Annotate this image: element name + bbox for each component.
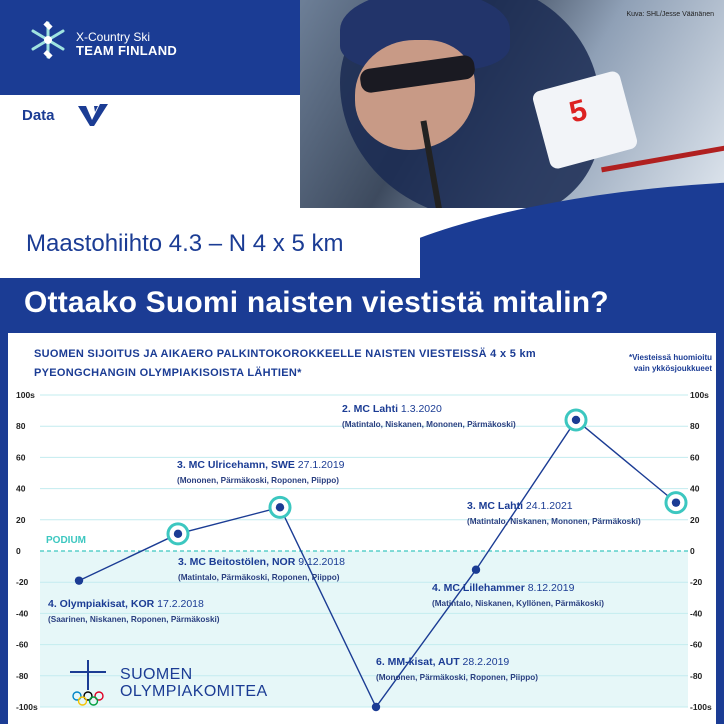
point-label-place: 4. MC Lillehammer	[432, 582, 525, 594]
y-tick-label-right: 60	[690, 452, 700, 463]
point-team-label: (Matintalo, Niskanen, Mononen, Pärmäkoski)	[342, 420, 516, 429]
point-label-place: 2. MC Lahti	[342, 403, 399, 415]
sok-line-1: SUOMEN	[120, 666, 193, 683]
y-tick-label-right: -20	[690, 577, 703, 588]
point-label-place: 3. MC Beitostölen,	[178, 556, 272, 568]
headline: Ottaako Suomi naisten viestistä mitalin?	[24, 286, 609, 319]
point-team-label: (Mononen, Pärmäkoski, Roponen, Piippo)	[177, 476, 339, 485]
point-label	[178, 556, 345, 568]
point-label-date: 24.1.2021	[523, 500, 573, 512]
data-point	[472, 566, 480, 574]
point-label-date: 28.2.2019	[459, 656, 510, 668]
chart-title	[34, 345, 536, 383]
point-label-date: 27.1.2019	[294, 459, 345, 471]
point-team-label: (Saarinen, Niskanen, Roponen, Pärmäkoski)	[48, 615, 220, 624]
point-label-date: 1.3.2020	[398, 403, 442, 415]
point-label	[432, 582, 575, 594]
chart-title-line-2: PYEONGCHANGIN OLYMPIAKISOISTA LÄHTIEN*	[34, 367, 302, 379]
point-label-venue: AUT	[438, 656, 460, 668]
logo-line-2: TEAM FINLAND	[76, 43, 178, 58]
y-tick-label-left: 100s	[16, 390, 35, 400]
point-team-label: (Mononen, Pärmäkoski, Roponen, Piippo)	[376, 673, 538, 682]
point-label-place: 6. MM-kisat,	[376, 656, 439, 668]
y-tick-label-right: -60	[690, 639, 703, 650]
point-label-place: 4. Olympiakisat,	[48, 598, 131, 610]
y-tick-label-left: 80	[16, 421, 26, 432]
y-tick-label-right: 20	[690, 514, 700, 525]
point-label-date: 8.12.2019	[524, 582, 575, 594]
point-label	[342, 403, 442, 415]
point-label-venue: KOR	[130, 598, 155, 610]
point-label-venue: NOR	[271, 556, 296, 568]
data-point	[174, 530, 182, 538]
y-tick-label-right: 40	[690, 483, 700, 494]
olympic-committee-logo-icon	[68, 658, 108, 706]
y-tick-label-left: -40	[16, 608, 29, 619]
point-label	[48, 598, 204, 610]
point-label	[376, 656, 509, 668]
point-label-venue: SWE	[270, 459, 295, 471]
y-tick-label-left: -100s	[16, 702, 38, 712]
point-label	[177, 459, 345, 471]
y-tick-label-right: -80	[690, 670, 703, 681]
data-point	[276, 503, 284, 511]
y-tick-label-left: 0	[16, 546, 21, 556]
point-team-label: (Matintalo, Niskanen, Kyllönen, Pärmäkoski)	[432, 599, 604, 608]
point-label-place: 3. MC Ulricehamn,	[177, 459, 271, 471]
event-title: Maastohiihto 4.3 – N 4 x 5 km	[26, 230, 344, 257]
y-tick-label-right: 100s	[690, 390, 709, 400]
data-point	[372, 703, 380, 711]
y-tick-label-right: -100s	[690, 702, 712, 712]
chart-title-line-1: SUOMEN SIJOITUS JA AIKAERO PALKINTOKOROKKEELLE NAISTEN VIESTEISSÄ 4 x 5 km	[34, 348, 537, 360]
point-team-label: (Matintalo, Pärmäkoski, Roponen, Piippo)	[178, 573, 340, 582]
y-tick-label-left: 60	[16, 452, 26, 463]
point-label-place: 3. MC Lahti	[467, 500, 524, 512]
y-tick-label-left: -80	[16, 670, 29, 681]
photo-credit: Kuva: SHL/Jesse Väänänen	[626, 11, 714, 18]
logo-line-1: X-Country Ski	[76, 30, 151, 44]
sok-line-2: OLYMPIAKOMITEA	[120, 683, 268, 700]
data-point	[75, 576, 83, 584]
y-tick-label-right: -40	[690, 608, 703, 619]
chart-footnote	[629, 352, 712, 374]
point-label-date: 17.2.2018	[154, 598, 204, 610]
chart-note-line-1: *Viesteissä huomioitu	[629, 353, 712, 362]
y-tick-label-left: 40	[16, 483, 26, 494]
point-label-date: 9.12.2018	[295, 556, 345, 568]
data-label: Data	[22, 107, 55, 124]
podium-label: PODIUM	[46, 535, 86, 546]
point-label	[467, 500, 573, 512]
y-tick-label-right: 80	[690, 421, 700, 432]
data-point	[672, 498, 680, 506]
y-tick-label-left: 20	[16, 514, 26, 525]
y-tick-label-left: -20	[16, 577, 29, 588]
data-point	[572, 416, 580, 424]
y-tick-label-left: -60	[16, 639, 29, 650]
chart-note-line-2: vain ykkösjoukkueet	[633, 364, 712, 373]
point-team-label: (Matintalo, Niskanen, Mononen, Pärmäkoski)	[467, 517, 641, 526]
olympic-committee-logo-text	[120, 666, 268, 700]
photo-bib-number: 5	[565, 93, 591, 130]
y-tick-label-right: 0	[690, 546, 695, 556]
